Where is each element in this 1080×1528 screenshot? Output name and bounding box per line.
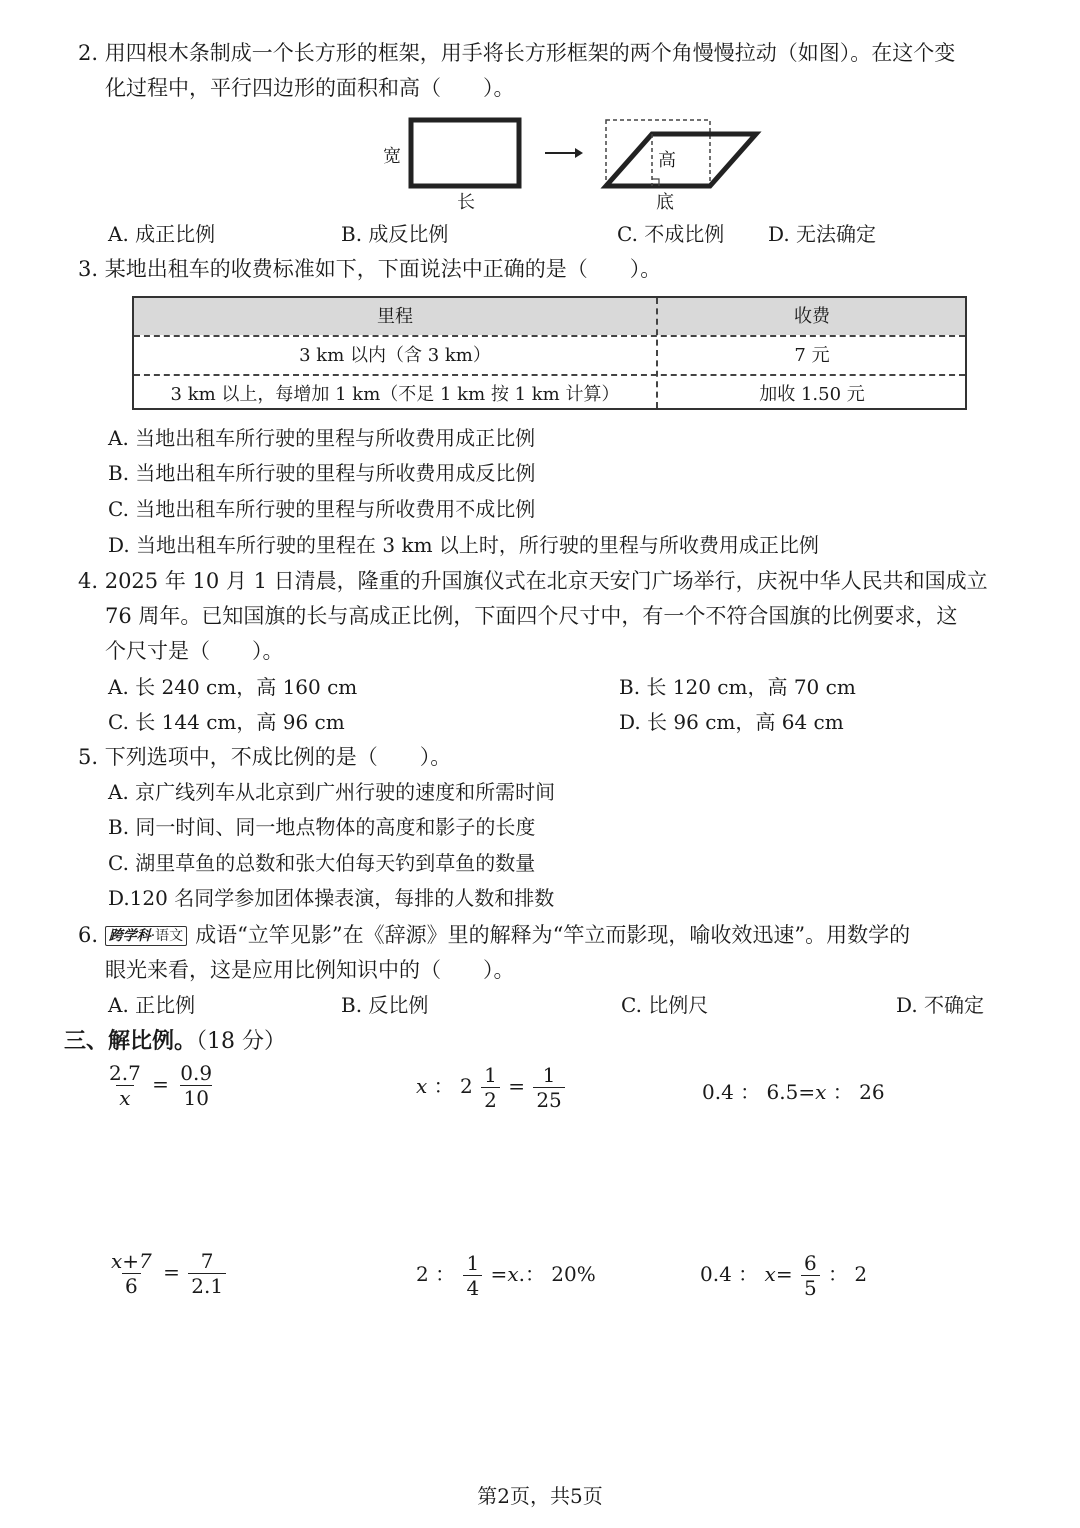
table-row	[134, 374, 965, 413]
numerator: 1	[466, 1251, 480, 1275]
q5-option-c: C. 湖里草鱼的总数和张大伯每天钓到草鱼的数量	[108, 851, 536, 875]
equation-text: 0.4 ：	[700, 1262, 759, 1286]
taxi-fare-table	[132, 296, 967, 410]
header-fee: 收费	[794, 306, 830, 327]
header-distance: 里程	[377, 306, 413, 327]
q3-option-a: A. 当地出租车所行驶的里程与所收费用成正比例	[108, 426, 536, 450]
frame-diagram	[380, 112, 780, 212]
q4-option-d: D. 长 96 cm，高 64 cm	[619, 710, 844, 734]
fraction	[188, 1250, 226, 1297]
q6-line1	[78, 920, 910, 950]
q3-option-d: D. 当地出租车所行驶的里程在 3 km 以上时，所行驶的里程与所收费用成正比例	[108, 533, 819, 557]
equals-sign: =	[490, 1262, 508, 1286]
variable-x: x	[764, 1262, 776, 1286]
q3-line1: 3. 某地出租车的收费标准如下，下面说法中正确的是（ ）。	[78, 257, 662, 281]
numerator: x+7	[111, 1249, 152, 1273]
q2-option-b: B. 成反比例	[341, 222, 449, 246]
equation-text: 0.4 ： 6.5=	[702, 1080, 816, 1104]
equals-sign: =	[163, 1260, 180, 1284]
parallelogram-frame	[606, 134, 756, 186]
denominator: x	[116, 1085, 133, 1109]
arrow-head	[575, 148, 583, 158]
q2-option-c: C. 不成比例	[617, 222, 725, 246]
denominator: 6	[122, 1273, 141, 1297]
tag-chinese: ·语文	[150, 928, 184, 944]
q2-line2: 化过程中，平行四边形的面积和高（ ）。	[105, 76, 515, 100]
equation-text: .： 20%	[518, 1262, 596, 1286]
numerator: 1	[542, 1063, 556, 1087]
row2-fee: 加收 1.50 元	[759, 384, 865, 405]
column-divider	[656, 298, 658, 408]
denominator: 2.1	[188, 1273, 226, 1297]
equation-1	[104, 1062, 217, 1109]
q5-option-d: D.120 名同学参加团体操表演，每排的人数和排数	[108, 886, 555, 910]
equation-6	[700, 1252, 867, 1299]
width-label: 宽	[383, 146, 401, 167]
rectangle-frame	[411, 120, 519, 186]
q4-line1: 4. 2025 年 10 月 1 日清晨，隆重的升国旗仪式在北京天安门广场举行，庆祝中华人民共和国成立	[78, 569, 988, 593]
q6-line2: 眼光来看，这是应用比例知识中的（ ）。	[105, 958, 515, 982]
q3-option-b: B. 当地出租车所行驶的里程与所收费用成反比例	[108, 461, 536, 485]
q4-option-c: C. 长 144 cm，高 96 cm	[108, 710, 345, 734]
variable-x: x	[815, 1080, 827, 1104]
table-row	[134, 335, 965, 374]
q5-line1: 5. 下列选项中，不成比例的是（ ）。	[78, 745, 452, 769]
q3-option-c: C. 当地出租车所行驶的里程与所收费用不成比例	[108, 497, 536, 521]
fraction	[106, 1062, 144, 1109]
row2-distance: 3 km 以上，每增加 1 km（不足 1 km 按 1 km 计算）	[170, 384, 620, 405]
q4-line3: 个尺寸是（ ）。	[105, 639, 284, 663]
equation-text: ： 2	[828, 1262, 868, 1286]
whole-number: 2	[460, 1074, 473, 1098]
q4-option-b: B. 长 120 cm，高 70 cm	[619, 675, 856, 699]
numerator: 2.7	[109, 1061, 141, 1085]
numerator: 6	[803, 1251, 817, 1275]
equation-5	[416, 1252, 596, 1299]
q5-option-b: B. 同一时间、同一地点物体的高度和影子的长度	[108, 815, 536, 839]
equation-4	[106, 1250, 228, 1297]
table-header-row	[134, 298, 965, 335]
q2-option-a: A. 成正比例	[108, 222, 216, 246]
height-label: 高	[658, 150, 676, 171]
page-footer: 第2页，共5页	[477, 1484, 603, 1508]
denominator: 4	[463, 1275, 482, 1299]
equation-3	[702, 1076, 885, 1105]
equation-2	[416, 1064, 567, 1111]
denominator: 25	[533, 1087, 564, 1111]
fraction	[801, 1252, 820, 1299]
denominator: 10	[180, 1085, 211, 1109]
equals-sign: =	[775, 1262, 793, 1286]
variable-x: x	[416, 1074, 428, 1098]
equals-sign: =	[508, 1074, 525, 1098]
q6-option-a: A. 正比例	[108, 993, 196, 1017]
tag-cross-subject: 跨学科	[108, 928, 151, 944]
section-3-heading: 三、解比例。	[64, 1029, 197, 1054]
equation-text: 2 ：	[416, 1262, 456, 1286]
row1-distance: 3 km 以内（含 3 km）	[299, 345, 491, 366]
q6-option-b: B. 反比例	[341, 993, 429, 1017]
variable-x: x	[507, 1262, 519, 1286]
numerator: 1	[484, 1063, 497, 1087]
section-3-title	[64, 1024, 286, 1055]
q4-line2: 76 周年。已知国旗的长与高成正比例，下面四个尺寸中，有一个不符合国旗的比例要求，这	[105, 604, 958, 628]
denominator: 5	[801, 1275, 820, 1299]
q4-option-a: A. 长 240 cm，高 160 cm	[108, 675, 358, 699]
numerator: 0.9	[180, 1061, 213, 1085]
fraction	[481, 1064, 500, 1111]
section-3-points: （18 分）	[196, 1029, 287, 1054]
q6-text1: 成语“立竿见影”在《辞源》里的解释为“竿立而影现，喻收效迅速”。用数学的	[195, 923, 911, 947]
fraction	[463, 1252, 482, 1299]
q5-option-a: A. 京广线列车从北京到广州行驶的速度和所需时间	[108, 780, 556, 804]
ratio-colon: ：	[433, 1074, 454, 1098]
length-label: 长	[457, 192, 475, 213]
fraction	[108, 1250, 155, 1297]
fraction	[533, 1064, 564, 1111]
q2-option-d: D. 无法确定	[768, 222, 877, 246]
fraction	[177, 1062, 215, 1109]
rectangle-to-parallelogram-figure	[380, 112, 780, 212]
row1-fee: 7 元	[794, 345, 830, 366]
q6-number: 6.	[78, 923, 99, 947]
q6-option-c: C. 比例尺	[621, 993, 709, 1017]
q2-line1: 2. 用四根木条制成一个长方形的框架，用手将长方形框架的两个角慢慢拉动（如图）。在这个变	[78, 41, 956, 65]
base-label: 底	[656, 192, 674, 213]
q6-option-d: D. 不确定	[896, 993, 985, 1017]
numerator: 7	[200, 1249, 214, 1273]
cross-subject-tag	[105, 926, 187, 946]
equation-text: ： 26	[826, 1080, 885, 1104]
equals-sign: =	[152, 1072, 169, 1096]
denominator: 2	[481, 1087, 500, 1111]
